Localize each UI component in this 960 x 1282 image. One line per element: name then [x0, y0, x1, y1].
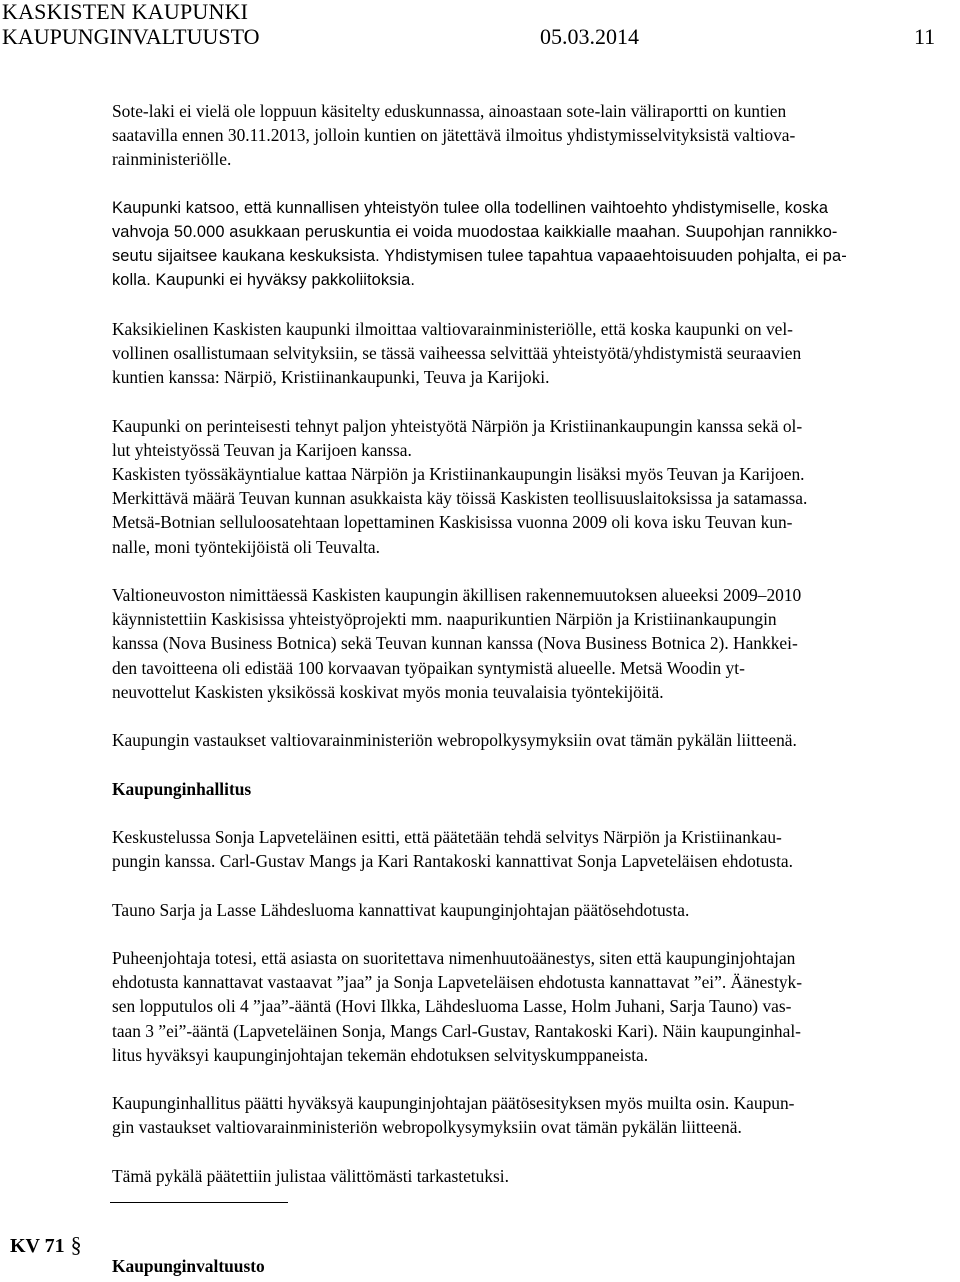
paragraph-decision	[112, 1091, 946, 1139]
text-line: taan 3 ”ei”-ääntä (Lapveteläinen Sonja, Mangs Carl-Gustav, Rantakoski Kari). Näin kaupunginhal-	[112, 1020, 801, 1041]
paragraph-city-position	[112, 196, 946, 293]
document-body	[112, 99, 946, 1212]
text-line: kuntien kanssa: Närpiö, Kristiinankaupunki, Teuva ja Karijoki.	[112, 367, 550, 388]
paragraph-commuting-area	[112, 462, 946, 559]
text-line: Tauno Sarja ja Lasse Lähdesluoma kannattivat kaupunginjohtajan päätösehdotusta.	[112, 899, 690, 920]
text-line: gin vastaukset valtiovarainministeriön webropolkysymyksiin ovat tämän pykälän liitteenä.	[112, 1117, 742, 1138]
text-line: käynnistettiin Kaskisissa yhteistyöprojekti mm. naapurikuntien Närpiön ja Kristiinankaupungin	[112, 609, 777, 630]
text-line: Sote-laki ei vielä ole loppuun käsitelty eduskunnassa, ainoastaan sote-lain väliraportti on kuntien	[112, 101, 787, 121]
section-heading: Kaupunginhallitus	[112, 778, 252, 799]
paragraph-sote-laki	[112, 99, 946, 172]
separator-line	[110, 1202, 288, 1203]
section-label: KV 71	[10, 1235, 65, 1257]
text-line: Keskustelussa Sonja Lapveteläinen esitti, että päätetään tehdä selvitys Närpiön ja Kristiinankau-	[112, 826, 782, 847]
next-section-heading: Kaupunginvaltuusto	[112, 1256, 265, 1276]
text-line: Kaskisten työssäkäyntialue kattaa Närpiön ja Kristiinankaupungin lisäksi myös Teuvan ja Karijoen.	[112, 464, 805, 484]
text-line: Kaupunki katsoo, että kunnallisen yhteistyön tulee olla todellinen vaihtoehto yhdistymiselle, koska	[112, 198, 829, 217]
text-line: Valtioneuvoston nimittäessä Kaskisten kaupungin äkillisen rakennemuutoksen alueeksi 2009–2010	[112, 585, 802, 605]
paragraph-vote	[112, 946, 946, 1067]
text-line: Puheenjohtaja totesi, että asiasta on suoritettava nimenhuutoäänestys, siten että kaupunginjohtajan	[112, 947, 796, 968]
paragraph-attachment-note	[112, 728, 946, 752]
page-number: 11	[914, 24, 936, 49]
paragraph-declaration	[112, 1164, 946, 1188]
text-line: nalle, moni työntekijöistä oli Teuvalta.	[112, 536, 380, 557]
meeting-date: 05.03.2014	[540, 24, 639, 49]
text-line: kanssa (Nova Business Botnica) sekä Teuvan kunnan kanssa (Nova Business Botnica 2). Hankkei-	[112, 633, 798, 654]
text-line: sen lopputulos oli 4 ”jaa”-ääntä (Hovi Ilkka, Lähdesluoma Lasse, Holm Juhani, Sarja Tauno) vas-	[112, 996, 792, 1017]
text-line: Kaupunki on perinteisesti tehnyt paljon yhteistyötä Närpiön ja Kristiinankaupungin kanssa sekä ol-	[112, 415, 803, 436]
text-line: rainministeriölle.	[112, 149, 232, 170]
text-line: pungin kanssa. Carl-Gustav Mangs ja Kari Rantakoski kannattivat Sonja Lapveteläisen ehdotusta.	[112, 851, 793, 872]
text-line: lut yhteistyössä Teuvan ja Karijoen kanssa.	[112, 439, 412, 460]
organization-title: KASKISTEN KAUPUNKI	[2, 0, 249, 24]
text-line: den tavoitteena oli edistää 100 korvaavan työpaikan syntymistä alueelle. Metsä Woodin yt-	[112, 657, 745, 678]
text-line: vollinen osallistumaan selvityksiin, se tässä vaiheessa selvittää yhteistyötä/yhdistymistä seuraavien	[112, 343, 802, 363]
body-name: KAUPUNGINVALTUUSTO	[2, 24, 260, 49]
text-line: seutu sijaitsee kaukana keskuksista. Yhdistymisen tulee tapahtua vapaaehtoisuuden pohjalta, ei pa-	[112, 247, 847, 266]
section-number	[10, 1232, 82, 1258]
text-line: vahvoja 50.000 asukkaan peruskuntia ei voida muodostaa kaikkialle maahan. Suupohjan rannikko-	[112, 223, 838, 241]
text-line: saatavilla ennen 30.11.2013, jolloin kuntien on jätettävä ilmoitus yhdistymisselvityksistä valtiova-	[112, 125, 796, 146]
text-line: Metsä-Botnian selluloosatehtaan lopettaminen Kaskisissa vuonna 2009 oli kova isku Teuvan kun-	[112, 512, 793, 533]
text-line: litus hyväksyi kaupunginjohtajan tekemän ehdotuksen selvityskumppaneista.	[112, 1044, 649, 1065]
section-symbol: §	[70, 1232, 82, 1257]
paragraph-structural-change	[112, 583, 946, 704]
text-line: Kaupungin vastaukset valtiovarainministeriön webropolkysymyksiin ovat tämän pykälän liitteenä.	[112, 730, 797, 751]
text-line: kolla. Kaupunki ei hyväksy pakkoliitoksia.	[112, 271, 416, 290]
paragraph-bilingual-city	[112, 317, 946, 390]
text-line: ehdotusta kannattavat vastaavat ”jaa” ja Sonja Lapveteläisen ehdotusta kannattavat ”ei”. Äänestyk-	[112, 972, 803, 993]
text-line: Kaupunginhallitus päätti hyväksyä kaupunginjohtajan päätösesityksen myös muilta osin. Kaupun-	[112, 1093, 795, 1114]
paragraph-cooperation	[112, 414, 946, 462]
text-line: neuvottelut Kaskisten yksikössä koskivat myös monia teuvalaisia työntekijöitä.	[112, 681, 664, 702]
text-line: Merkittävä määrä Teuvan kunnan asukkaista käy töissä Kaskisten teollisuuslaitoksissa ja satamassa.	[112, 488, 808, 509]
paragraph-support	[112, 898, 946, 922]
paragraph-discussion	[112, 825, 946, 873]
text-line: Kaksikielinen Kaskisten kaupunki ilmoittaa valtiovarainministeriölle, että koska kaupunki on vel-	[112, 318, 793, 339]
text-line: Tämä pykälä päätettiin julistaa välittömästi tarkastetuksi.	[112, 1165, 509, 1186]
